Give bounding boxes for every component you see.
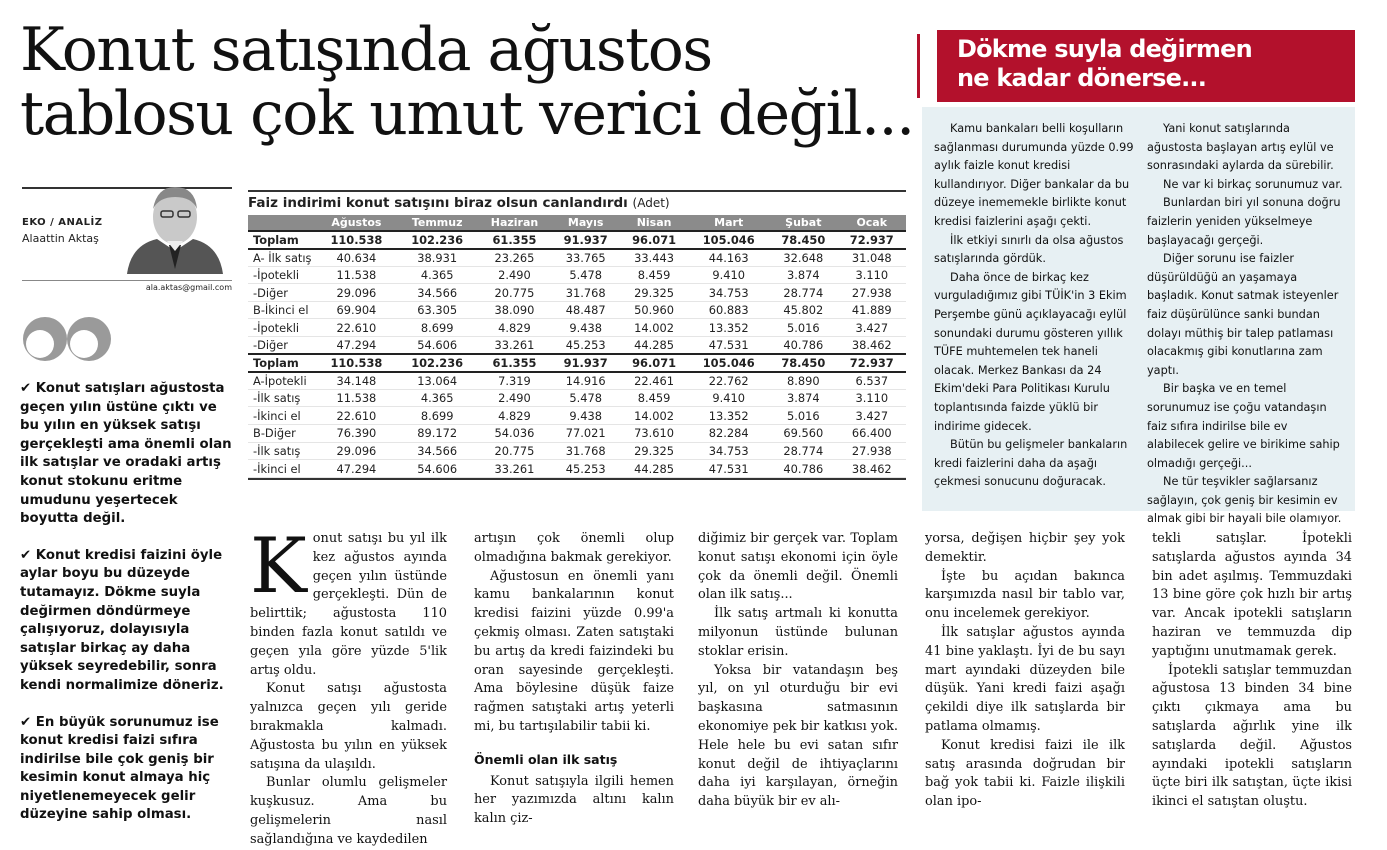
table-cell: 33.765 xyxy=(551,249,619,267)
table-cell: 66.400 xyxy=(838,425,906,443)
table-cell: 22.610 xyxy=(316,407,397,425)
article-column xyxy=(1152,530,1352,812)
table-cell: 69.904 xyxy=(316,301,397,319)
table-cell: 13.352 xyxy=(688,407,769,425)
table-row xyxy=(248,442,906,460)
table-cell: 22.610 xyxy=(316,319,397,337)
article-paragraph: Bunlar olumlu gelişmeler kuşkusuz. Ama bu gelişmelerin nasıl sağlandığına ve kaydedilen xyxy=(250,775,447,847)
article-paragraph: artışın çok önemli olup olmadığına bakmak gerekiyor. xyxy=(474,531,674,565)
table-cell: 44.285 xyxy=(620,337,688,355)
table-column-header: Mayıs xyxy=(551,215,619,231)
table-cell: 96.071 xyxy=(620,231,688,249)
table-cell: 34.753 xyxy=(688,284,769,302)
table-header-row xyxy=(248,215,906,231)
table-cell: 40.634 xyxy=(316,249,397,267)
box-column xyxy=(934,120,1134,492)
article-paragraph: İlk satış artmalı ki konutta milyonun üstünde bulunan stoklar erisin. xyxy=(698,606,898,659)
table-cell: 22.461 xyxy=(620,372,688,390)
table-cell: 29.096 xyxy=(316,442,397,460)
table-cell: 3.110 xyxy=(838,389,906,407)
table-column-header: Haziran xyxy=(478,215,552,231)
table-row xyxy=(248,231,906,249)
table-row-label: Toplam xyxy=(248,231,316,249)
quote-icon xyxy=(22,310,114,368)
table-cell: 8.890 xyxy=(769,372,837,390)
section-label: EKO / ANALİZ xyxy=(22,217,103,228)
table-row-label: -İlk satış xyxy=(248,442,316,460)
table-cell: 29.325 xyxy=(620,284,688,302)
table-cell: 45.253 xyxy=(551,460,619,478)
table-cell: 9.410 xyxy=(688,266,769,284)
table-cell: 20.775 xyxy=(478,284,552,302)
table-cell: 34.566 xyxy=(397,284,478,302)
article-subheading: Önemli olan ilk satış xyxy=(474,751,618,767)
table-column-header: Temmuz xyxy=(397,215,478,231)
summary-bullets xyxy=(20,380,235,843)
table-cell: 11.538 xyxy=(316,389,397,407)
table-row-label: A- İlk satış xyxy=(248,249,316,267)
table-cell: 3.874 xyxy=(769,389,837,407)
table-cell: 82.284 xyxy=(688,425,769,443)
table-cell: 27.938 xyxy=(838,284,906,302)
table-cell: 40.786 xyxy=(769,337,837,355)
article-column xyxy=(698,530,898,812)
article-paragraph: Yoksa bir vatandaşın beş yıl, on yıl oturduğu bir evi başkasına satmasının ekonomiye pek bir katkısı yok. Hele hele bu evi satan sıfır konut değil de ihtiyaçlarını daha iyi karşılayan, örneğin daha büyük bir ev alı- xyxy=(698,662,898,810)
table-row xyxy=(248,301,906,319)
article-paragraph: Konut kredisi faizi ile ilk satış arasında doğrudan bir bağ yok tabii ki. Faizle ilişkili olan ipo- xyxy=(925,737,1125,810)
table-cell: 38.090 xyxy=(478,301,552,319)
table-cell: 14.916 xyxy=(551,372,619,390)
table-cell: 3.874 xyxy=(769,266,837,284)
table-cell: 33.261 xyxy=(478,460,552,478)
summary-bullet: ✔ Konut satışları ağustosta geçen yılın üstüne çıktı ve bu yılın en yüksek satışı gerçekleşti ama önemli olan ilk satışlar ve oradaki artış konut stokunu eritme umudunu yeşertecek boyutta değil. xyxy=(20,381,232,527)
table-cell: 3.427 xyxy=(838,319,906,337)
article-paragraph: İşte bu açıdan bakınca karşımızda nasıl bir tablo var, onu incelemek gerekiyor. xyxy=(925,568,1125,622)
table-cell: 54.606 xyxy=(397,337,478,355)
table-column-header: Ocak xyxy=(838,215,906,231)
table-title-text: Faiz indirimi konut satışını biraz olsun canlandırdı xyxy=(248,195,628,211)
divider xyxy=(248,478,906,480)
table-cell: 96.071 xyxy=(620,354,688,372)
box-paragraph: Ne tür teşvikler sağlarsanız sağlayın, çok geniş bir kesimin ev almak gibi bir hayali bile olamıyor. xyxy=(1147,475,1342,526)
table-row-label: Toplam xyxy=(248,354,316,372)
table-row-label: -İlk satış xyxy=(248,389,316,407)
table-cell: 9.438 xyxy=(551,319,619,337)
author-email: ala.aktas@gmail.com xyxy=(22,280,232,292)
table-cell: 110.538 xyxy=(316,354,397,372)
box-accent xyxy=(917,30,937,102)
table-cell: 77.021 xyxy=(551,425,619,443)
table-cell: 22.762 xyxy=(688,372,769,390)
table-cell: 20.775 xyxy=(478,442,552,460)
table-cell: 13.352 xyxy=(688,319,769,337)
box-paragraph: Ne var ki birkaç sorunumuz var. xyxy=(1163,177,1343,191)
table-cell: 89.172 xyxy=(397,425,478,443)
table-cell: 63.305 xyxy=(397,301,478,319)
box-paragraph: Bir başka ve en temel sorunumuz ise çoğu vatandaşın faiz sıfıra indirilse bile ev alabilecek gelire ve birikime sahip olmadığı gerçeği... xyxy=(1147,382,1340,470)
box-paragraph: Yani konut satışlarında ağustosta başlayan artış eylül ve sonrasındaki aylarda da sürebilir. xyxy=(1147,122,1334,173)
table-cell: 33.443 xyxy=(620,249,688,267)
table-cell: 72.937 xyxy=(838,231,906,249)
table-cell: 69.560 xyxy=(769,425,837,443)
table-cell: 32.648 xyxy=(769,249,837,267)
sidebar-box xyxy=(922,107,1355,526)
table-cell: 61.355 xyxy=(478,354,552,372)
table-row-label: B-Diğer xyxy=(248,425,316,443)
table-cell: 47.294 xyxy=(316,460,397,478)
table-cell: 8.459 xyxy=(620,266,688,284)
table-cell: 105.046 xyxy=(688,354,769,372)
table-cell: 23.265 xyxy=(478,249,552,267)
table-row-label: -İkinci el xyxy=(248,460,316,478)
table-cell: 50.960 xyxy=(620,301,688,319)
table-cell: 4.829 xyxy=(478,319,552,337)
table-cell: 31.768 xyxy=(551,442,619,460)
table-cell: 60.883 xyxy=(688,301,769,319)
box-column xyxy=(1147,120,1347,529)
table-cell: 78.450 xyxy=(769,231,837,249)
table-cell: 76.390 xyxy=(316,425,397,443)
table-cell: 78.450 xyxy=(769,354,837,372)
table-cell: 5.016 xyxy=(769,319,837,337)
table-cell: 47.531 xyxy=(688,337,769,355)
table-cell: 8.699 xyxy=(397,319,478,337)
table-cell: 45.253 xyxy=(551,337,619,355)
headline: Konut satışında ağustos tablosu çok umut verici değil... xyxy=(20,15,914,149)
summary-bullet: ✔ En büyük sorunumuz ise konut kredisi faizi sıfıra indirilse bile çok geniş bir kesimin konut almaya hiç niyetlenemeyecek gelir düzeyine sahip olması. xyxy=(20,714,219,823)
table-row xyxy=(248,354,906,372)
table-cell: 110.538 xyxy=(316,231,397,249)
table-row-label: B-İkinci el xyxy=(248,301,316,319)
table-row xyxy=(248,407,906,425)
table-cell: 45.802 xyxy=(769,301,837,319)
table-row-label: -Diğer xyxy=(248,284,316,302)
table-cell: 31.048 xyxy=(838,249,906,267)
table-row-label: A-İpotekli xyxy=(248,372,316,390)
table-cell: 38.462 xyxy=(838,460,906,478)
article-paragraph: İpotekli satışlar temmuzdan ağustosa 13 binden 34 bine çıktı çıkmaya ama bu satışlarda ağırlık yine ilk satışlarda değil. Ağustos ayındaki ipotekli satışların üçte biri ilk satıştan, üçte ikisi ikinci el satıştan oluştu. xyxy=(1152,662,1352,810)
table-cell: 5.478 xyxy=(551,389,619,407)
table-cell: 38.462 xyxy=(838,337,906,355)
table-row-label: -Diğer xyxy=(248,337,316,355)
table-cell: 47.531 xyxy=(688,460,769,478)
table-cell: 14.002 xyxy=(620,407,688,425)
table-cell: 34.753 xyxy=(688,442,769,460)
table-cell: 31.768 xyxy=(551,284,619,302)
sales-table-block xyxy=(248,190,906,480)
table-cell: 40.786 xyxy=(769,460,837,478)
drop-cap: K xyxy=(250,521,307,610)
author-photo xyxy=(117,179,232,274)
table-cell: 61.355 xyxy=(478,231,552,249)
article-column xyxy=(925,530,1125,812)
table-cell: 34.566 xyxy=(397,442,478,460)
article-paragraph: İlk satışlar ağustos ayında 41 bine yaklaştı. İyi de bu sayı mart ayındaki düzeyden bile düşük. Yani kredi faizi aşağı çekildi diye ilk satışlarda bir patlama olmamış. xyxy=(925,624,1125,734)
table-cell: 72.937 xyxy=(838,354,906,372)
table-cell: 4.365 xyxy=(397,266,478,284)
table-cell: 33.261 xyxy=(478,337,552,355)
table-cell: 11.538 xyxy=(316,266,397,284)
table-cell: 4.365 xyxy=(397,389,478,407)
table-column-header: Ağustos xyxy=(316,215,397,231)
table-cell: 3.427 xyxy=(838,407,906,425)
table-cell: 8.459 xyxy=(620,389,688,407)
table-cell: 48.487 xyxy=(551,301,619,319)
table-cell: 73.610 xyxy=(620,425,688,443)
box-paragraph: İlk etkiyi sınırlı da olsa ağustos satışlarında gördük. xyxy=(934,233,1124,266)
article-paragraph: Konut satışıyla ilgili hemen her yazımızda altını kalın kalın çiz- xyxy=(474,773,674,827)
table-cell: 4.829 xyxy=(478,407,552,425)
table-cell: 9.438 xyxy=(551,407,619,425)
box-title xyxy=(937,30,1355,102)
author-name: Alaattin Aktaş xyxy=(22,232,99,245)
box-title-line: ne kadar dönerse... xyxy=(957,64,1207,92)
article-column xyxy=(250,521,447,850)
box-paragraph: Bunlardan biri yıl sonuna doğru faizlerin yeniden yükselmeye başlayacağı gerçeği. xyxy=(1147,196,1341,247)
table-cell: 5.478 xyxy=(551,266,619,284)
box-paragraph: Diğer sorunu ise faizler düşürüldüğü an yaşamaya başladık. Konut satmak isteyenler faiz düşürülünce sanki bundan dolayı müthiş bir talep patlaması olacakmış gibi konutlarına zam yaptı. xyxy=(1147,252,1339,377)
table-row xyxy=(248,266,906,284)
table-row-label: -İpotekli xyxy=(248,266,316,284)
table-cell: 8.699 xyxy=(397,407,478,425)
table-corner xyxy=(248,215,316,231)
article-paragraph: onut satışı bu yıl ilk kez ağustos ayında geçen yılın üstünde gerçekleşti. Dün de belirttik; ağustosta 110 binden fazla konut satıldı ve geçen yıla göre yüzde 5'lik artış oldu. xyxy=(250,531,447,678)
table-cell: 9.410 xyxy=(688,389,769,407)
article-paragraph: tekli satışlar. İpotekli satışlarda ağustos ayında 34 bin adet aşılmış. Temmuzdaki 13 bine göre çok hızlı bir artış var. Ancak ipotekli satışların haziran ve temmuzda dip yaptığını unutmamak gerek. xyxy=(1152,531,1352,659)
table-cell: 2.490 xyxy=(478,266,552,284)
table-cell: 102.236 xyxy=(397,354,478,372)
table-cell: 47.294 xyxy=(316,337,397,355)
table-row xyxy=(248,319,906,337)
table-row xyxy=(248,372,906,390)
box-title-line: Dökme suyla değirmen xyxy=(957,35,1252,63)
table-cell: 29.325 xyxy=(620,442,688,460)
table-row xyxy=(248,460,906,478)
table-cell: 44.163 xyxy=(688,249,769,267)
table-cell: 34.148 xyxy=(316,372,397,390)
table-title xyxy=(248,190,906,215)
table-cell: 54.036 xyxy=(478,425,552,443)
table-cell: 7.319 xyxy=(478,372,552,390)
article-column xyxy=(474,530,674,829)
table-cell: 29.096 xyxy=(316,284,397,302)
box-paragraph: Bütün bu gelişmeler bankaların kredi faizlerini daha da aşağı çekmesi sonucunu doğuracak. xyxy=(934,438,1128,489)
sales-table xyxy=(248,215,906,478)
table-cell: 44.285 xyxy=(620,460,688,478)
author-block xyxy=(22,187,232,294)
table-column-header: Nisan xyxy=(620,215,688,231)
table-cell: 41.889 xyxy=(838,301,906,319)
table-row-label: -İkinci el xyxy=(248,407,316,425)
table-cell: 91.937 xyxy=(551,231,619,249)
table-row xyxy=(248,249,906,267)
table-cell: 105.046 xyxy=(688,231,769,249)
table-cell: 13.064 xyxy=(397,372,478,390)
summary-bullet: ✔ Konut kredisi faizini öyle aylar boyu bu düzeyde tutamayız. Dökme suyla değirmen döndürmeye çalışıyoruz, dolayısıyla satışlar birkaç ay daha yüksek seyredebilir, sonra kendi normalimize döneriz. xyxy=(20,547,224,693)
article-paragraph: diğimiz bir gerçek var. Toplam konut satışı ekonomi için öyle çok da önemli değil. Önemli olan ilk satış... xyxy=(698,531,898,603)
article-paragraph: Konut satışı ağustosta yalnızca geçen yılı geride bırakmakla kalmadı. Ağustosta bu yılın en yüksek satışına da ulaşıldı. xyxy=(250,681,447,772)
table-cell: 54.606 xyxy=(397,460,478,478)
table-row xyxy=(248,425,906,443)
table-unit: (Adet) xyxy=(632,196,670,210)
table-cell: 91.937 xyxy=(551,354,619,372)
table-cell: 102.236 xyxy=(397,231,478,249)
table-cell: 27.938 xyxy=(838,442,906,460)
table-cell: 28.774 xyxy=(769,284,837,302)
table-cell: 3.110 xyxy=(838,266,906,284)
table-cell: 38.931 xyxy=(397,249,478,267)
table-column-header: Mart xyxy=(688,215,769,231)
table-cell: 6.537 xyxy=(838,372,906,390)
table-row-label: -İpotekli xyxy=(248,319,316,337)
box-paragraph: Kamu bankaları belli koşulların sağlanması durumunda yüzde 0.99 aylık faizle konut kredisi kullandırıyor. Diğer bankalar da bu düzeye inememekle birlikte konut kredisi faizlerini aşağı çekti. xyxy=(934,122,1134,228)
article-paragraph: Ağustosun en önemli yanı kamu bankalarının konut kredisi faizini yüzde 0.99'a çekmiş olması. Zaten satıştaki bu artış da kredi faizindeki bu oran sayesinde gerçekleşti. Ama böylesine düşük faize rağmen satıştaki artış yeterli mi, bu tartışılabilir tabii ki. xyxy=(474,568,674,734)
table-cell: 5.016 xyxy=(769,407,837,425)
table-cell: 28.774 xyxy=(769,442,837,460)
table-row xyxy=(248,337,906,355)
table-column-header: Şubat xyxy=(769,215,837,231)
table-row xyxy=(248,389,906,407)
table-cell: 2.490 xyxy=(478,389,552,407)
table-cell: 14.002 xyxy=(620,319,688,337)
table-row xyxy=(248,284,906,302)
article-paragraph: yorsa, değişen hiçbir şey yok demektir. xyxy=(925,531,1125,565)
box-paragraph: Daha önce de birkaç kez vurguladığımız gibi TÜİK'in 3 Ekim Perşembe günü açıklayacağı eylül sonundaki durumu gösteren yıllık TÜFE muhtemelen tek haneli olacak. Merkez Bankası da 24 Ekim'deki Para Politikası Kurulu toplantısında faizde yüklü bir indirime gidecek. xyxy=(934,270,1127,433)
